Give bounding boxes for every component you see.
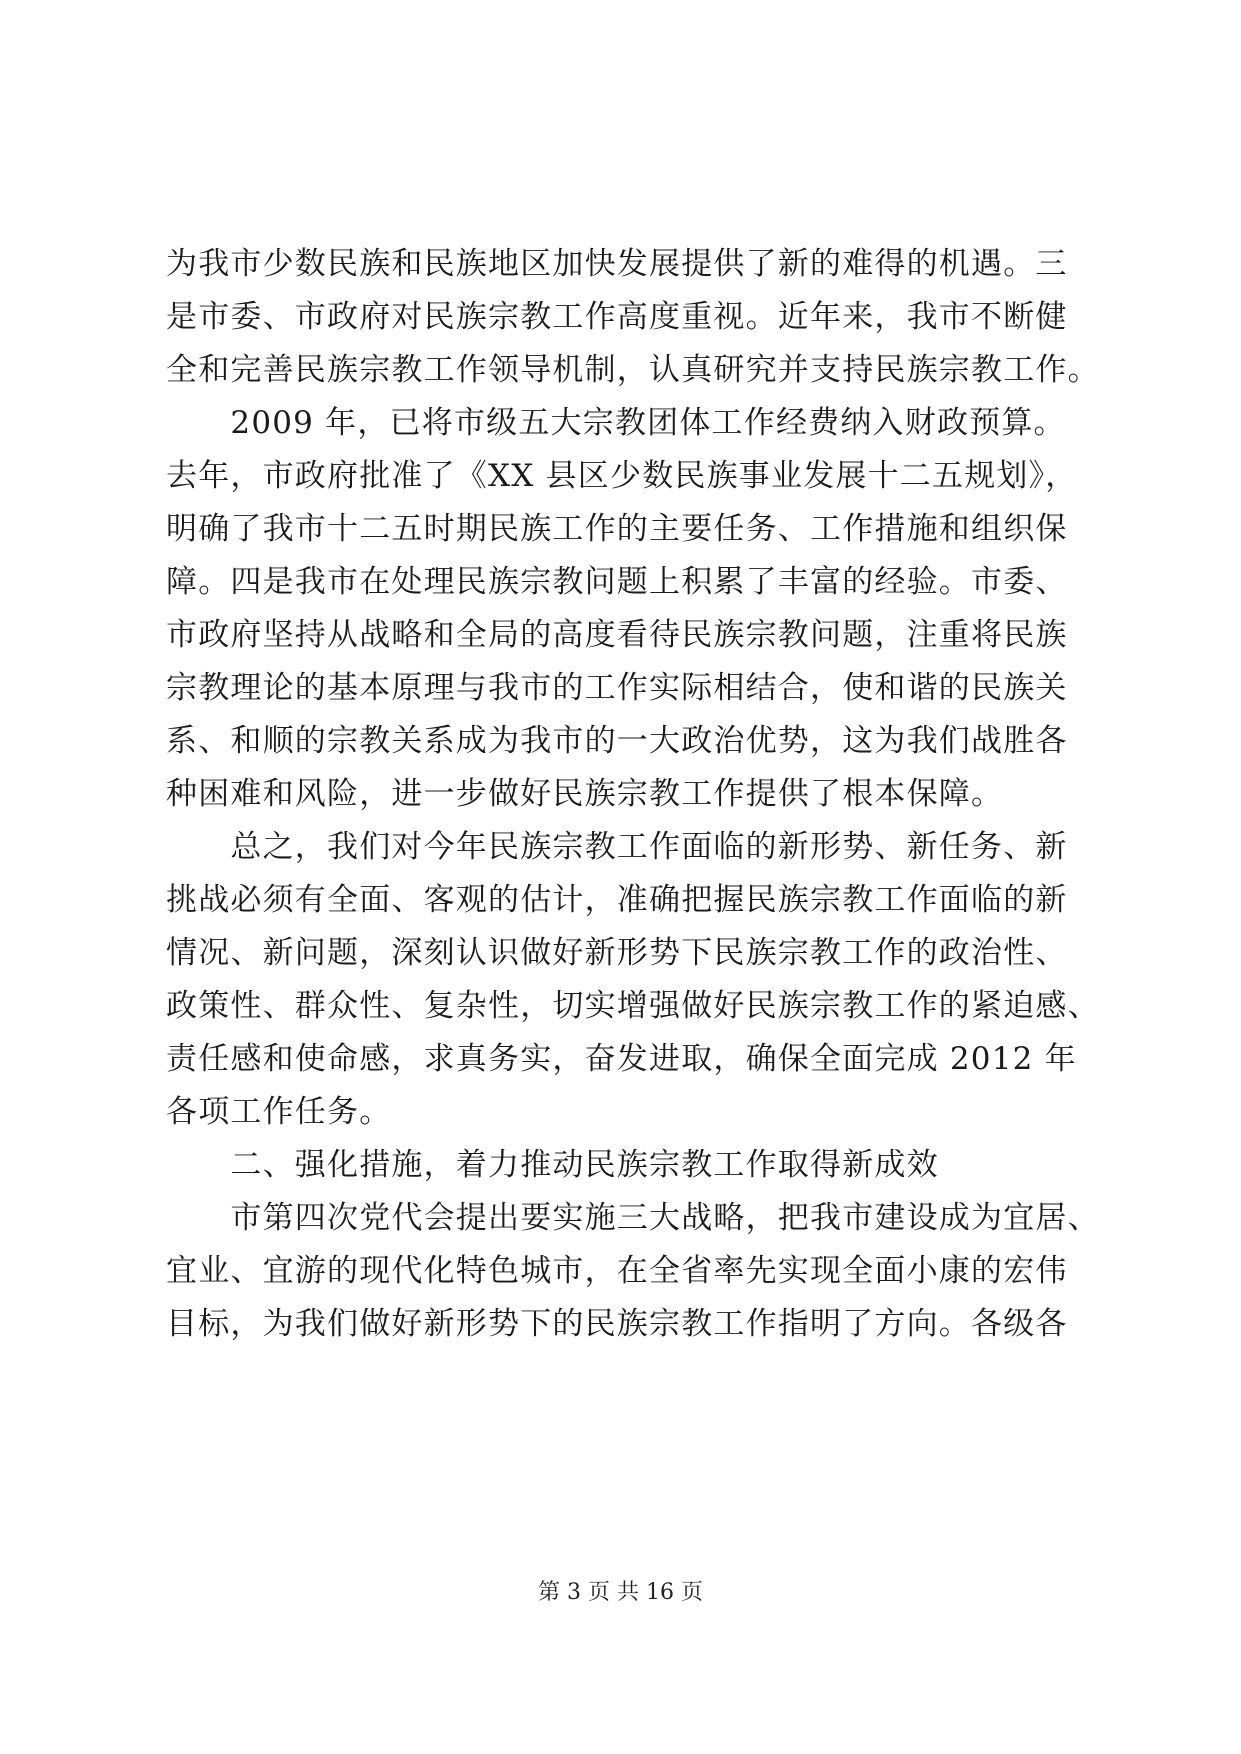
text-line: 是市委、市政府对民族宗教工作高度重视。近年来，我市不断健: [166, 299, 1068, 335]
text-line: 全和完善民族宗教工作领导机制，认真研究并支持民族宗教工作。: [166, 352, 1100, 388]
text-line: 明确了我市十二五时期民族工作的主要任务、工作措施和组织保: [166, 511, 1068, 547]
text-line: 为我市少数民族和民族地区加快发展提供了新的难得的机遇。三: [166, 246, 1068, 282]
text-line: 障。四是我市在处理民族宗教问题上积累了丰富的经验。市委、: [166, 564, 1068, 600]
text-line: 总之，我们对今年民族宗教工作面临的新形势、新任务、新: [166, 829, 1068, 865]
section-heading: 二、强化措施，着力推动民族宗教工作取得新成效: [166, 1147, 939, 1183]
text-line: 政策性、群众性、复杂性，切实增强做好民族宗教工作的紧迫感、: [166, 988, 1100, 1024]
text-line: 市第四次党代会提出要实施三大战略，把我市建设成为宜居、: [166, 1200, 1100, 1236]
text-line: 2009 年，已将市级五大宗教团体工作经费纳入财政预算。: [166, 405, 1066, 441]
text-line: 种困难和风险，进一步做好民族宗教工作提供了根本保障。: [166, 776, 1004, 812]
text-line: 挑战必须有全面、客观的估计，准确把握民族宗教工作面临的新: [166, 882, 1068, 918]
text-line: 各项工作任务。: [166, 1094, 392, 1130]
text-line: 宗教理论的基本原理与我市的工作实际相结合，使和谐的民族关: [166, 670, 1068, 706]
text-line: 情况、新问题，深刻认识做好新形势下民族宗教工作的政治性、: [166, 935, 1068, 971]
page-number: 第 3 页 共 16 页: [538, 1580, 703, 1605]
text-line: 系、和顺的宗教关系成为我市的一大政治优势，这为我们战胜各: [166, 723, 1068, 759]
text-line: 市政府坚持从战略和全局的高度看待民族宗教问题，注重将民族: [166, 617, 1068, 653]
text-line: 目标，为我们做好新形势下的民族宗教工作指明了方向。各级各: [166, 1306, 1068, 1342]
text-line: 去年，市政府批准了《XX 县区少数民族事业发展十二五规划》，: [166, 458, 1078, 494]
text-line: 宜业、宜游的现代化特色城市，在全省率先实现全面小康的宏伟: [166, 1253, 1068, 1289]
text-line: 责任感和使命感，求真务实，奋发进取，确保全面完成 2012 年: [166, 1041, 1077, 1077]
body-text: [166, 238, 1100, 1351]
